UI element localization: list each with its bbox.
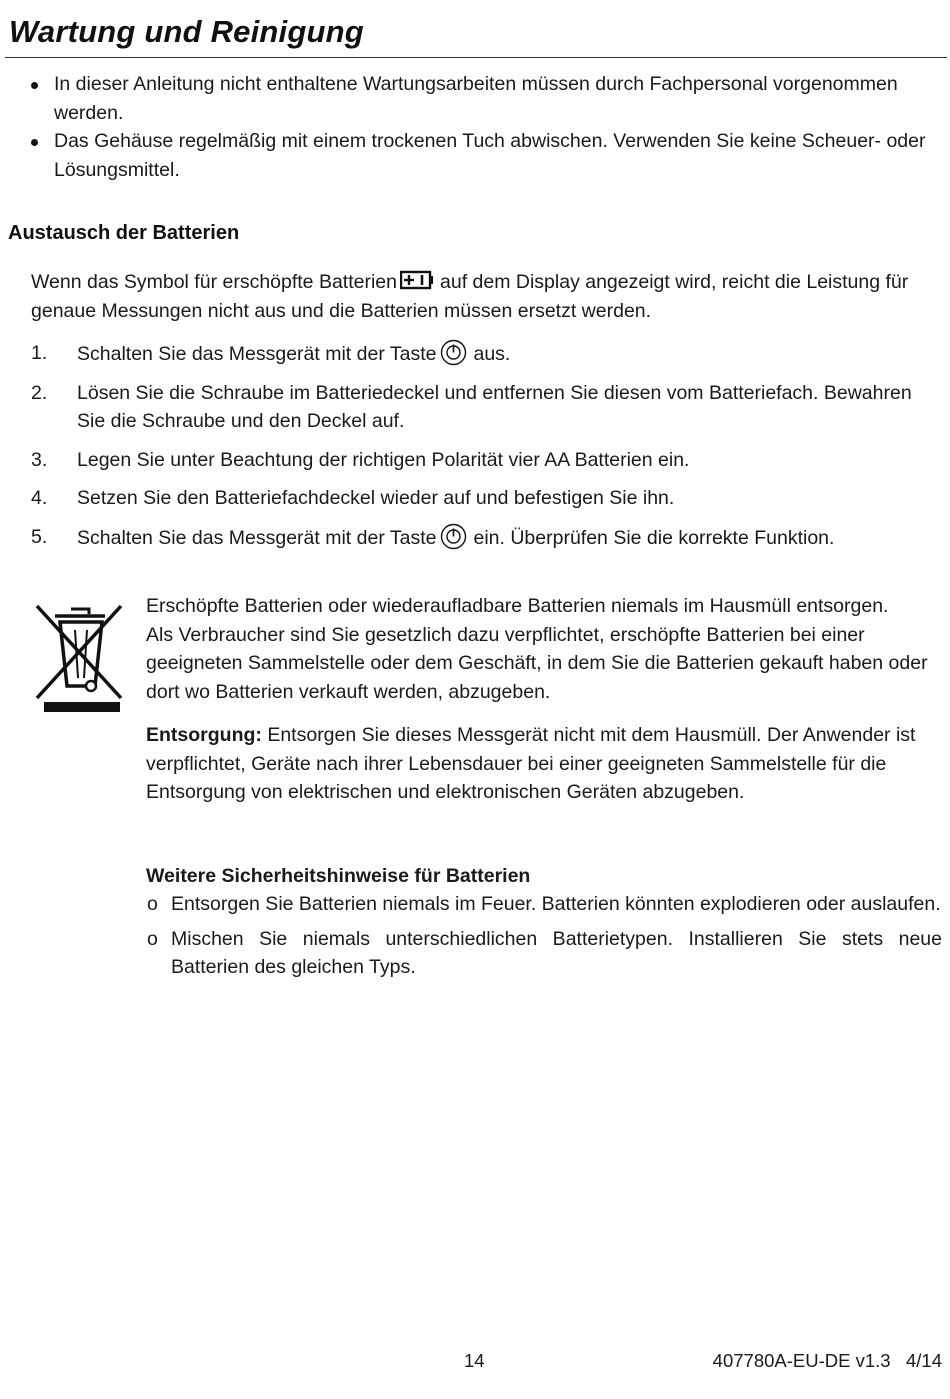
entsorgung-label: Entsorgung:	[146, 724, 262, 746]
safety-text: Entsorgen Sie Batterien niemals im Feuer. Batterien könnten explodieren oder auslaufen.	[171, 893, 941, 915]
entsorgung-text: Entsorgen Sie dieses Messgerät nicht mit dem Hausmüll. Der Anwender ist verpflichtet, Geräte nach ihrer Lebensdauer bei einer geeigneten Sammelstelle für die Entsorgung von elektrischen und elektronischen Geräten abzugeben.	[146, 724, 916, 803]
step-text: Schalten Sie das Messgerät mit der Taste	[77, 343, 437, 365]
page-title: Wartung und Reinigung	[9, 14, 364, 49]
step-number: 2.	[31, 381, 48, 404]
safety-heading: Weitere Sicherheitshinweise für Batterien	[146, 865, 531, 887]
battery-steps	[31, 339, 931, 562]
power-button-icon	[440, 523, 467, 550]
step-text-after: aus.	[473, 343, 511, 365]
title-divider	[5, 57, 947, 58]
list-item	[146, 925, 942, 982]
weee-crossed-bin-icon	[33, 600, 125, 715]
disposal-paragraph: Als Verbraucher sind Sie gesetzlich dazu verpflichtet, erschöpfte Batterien bei einer geeigneten Sammelstelle oder dem Geschäft, in dem Sie die Batterien gekauft haben oder dort wo Batterien verkauft werden, abzugeben.	[146, 623, 928, 703]
safety-text: Mischen Sie niemals unterschiedlichen Batterietypen. Installieren Sie stets neue Batterien des gleichen Typs.	[171, 927, 942, 978]
step-text: Legen Sie unter Beachtung der richtigen Polarität vier AA Batterien ein.	[77, 448, 690, 471]
step-text: Schalten Sie das Messgerät mit der Taste	[77, 526, 437, 549]
list-item	[31, 446, 931, 475]
step-text: Lösen Sie die Schraube im Batteriedeckel und entfernen Sie diesen vom Batteriefach. Bewahren Sie die Schraube und den Deckel auf.	[77, 381, 912, 432]
low-battery-icon	[400, 270, 434, 290]
power-button-icon	[440, 339, 467, 366]
page-number: 14	[464, 1350, 485, 1371]
maintenance-list	[30, 70, 940, 184]
intro-text-after: auf dem Display angezeigt wird, reicht die Leistung für genaue Messungen nicht aus und die Batterien müssen ersetzt werden.	[31, 271, 909, 322]
list-item: Das Gehäuse regelmäßig mit einem trockenen Tuch abwischen. Verwenden Sie keine Scheuer- oder Lösungsmittel.	[30, 127, 940, 184]
bullet-marker: o	[147, 893, 158, 915]
list-item: In dieser Anleitung nicht enthaltene Wartungsarbeiten müssen durch Fachpersonal vorgenommen werden.	[30, 70, 940, 127]
bullet-marker: o	[147, 927, 158, 950]
list-item	[31, 523, 931, 553]
document-id: 407780A-EU-DE v1.3 4/14	[712, 1350, 942, 1371]
step-number: 1.	[31, 342, 48, 364]
safety-list	[146, 890, 942, 988]
step-number: 4.	[31, 487, 48, 509]
step-text-after: ein. Überprüfen Sie die korrekte Funktion.	[473, 526, 835, 549]
list-item	[146, 890, 942, 919]
step-text: Setzen Sie den Batteriefachdeckel wieder auf und befestigen Sie ihn.	[77, 487, 675, 509]
entsorgung-paragraph	[146, 721, 942, 807]
step-number: 5.	[31, 525, 48, 548]
battery-intro	[31, 268, 931, 325]
list-item	[31, 484, 931, 513]
disposal-paragraph: Erschöpfte Batterien oder wiederaufladbare Batterien niemals im Hausmüll entsorgen.	[146, 595, 889, 617]
section-heading-battery: Austausch der Batterien	[8, 222, 240, 244]
step-number: 3.	[31, 448, 48, 471]
intro-text-before: Wenn das Symbol für erschöpfte Batterien	[31, 271, 397, 293]
list-item	[31, 339, 931, 369]
disposal-info	[146, 592, 942, 807]
list-item	[31, 379, 931, 436]
